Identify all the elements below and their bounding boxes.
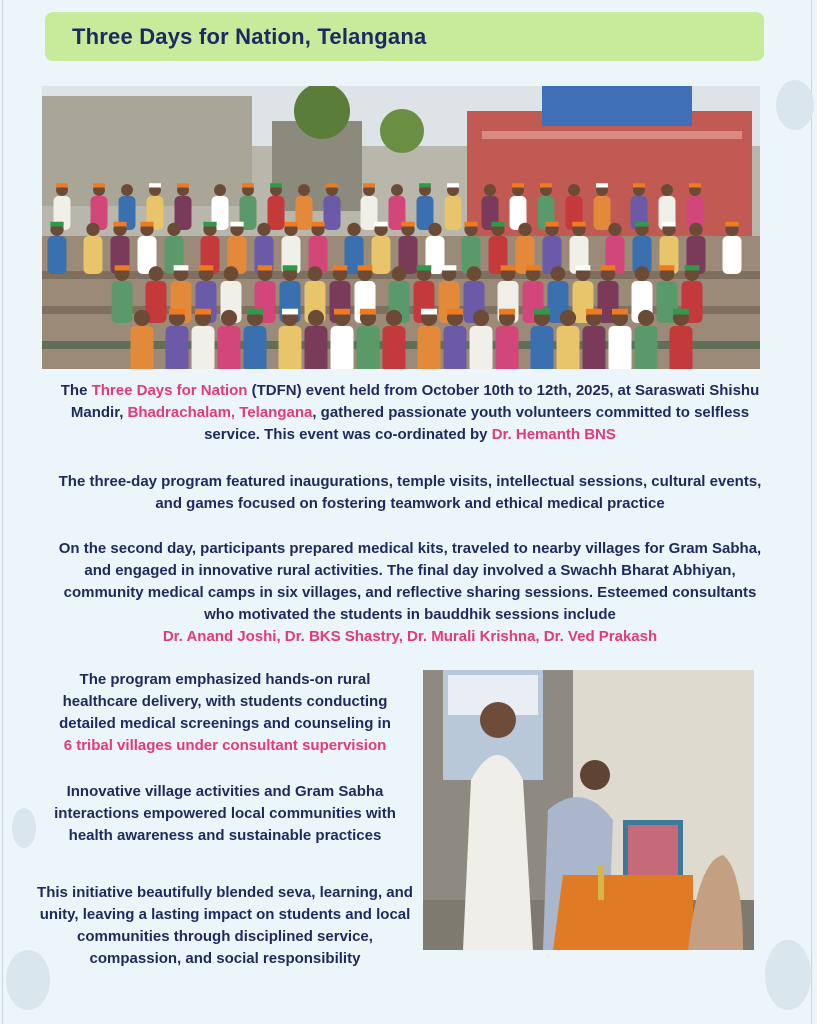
background-blob	[12, 808, 36, 848]
village-activities-paragraph: Innovative village activities and Gram Sabha interactions empowered local communities with health awareness and sustainable practices	[54, 783, 396, 844]
group-photo	[42, 86, 760, 369]
location-highlight: Bhadrachalam, Telangana	[127, 404, 313, 421]
page-title: Three Days for Nation, Telangana	[72, 23, 427, 49]
healthcare-paragraph	[40, 669, 410, 757]
left-frame-line	[2, 0, 3, 1024]
intro-text-2: (TDFN) event held from October 10th to 12th, 2025, at Saraswati Shishu Mandir,	[70, 382, 760, 421]
second-day-text: On the second day, participants prepared medical kits, traveled to nearby villages for Gram Sabha, and engaged in innovative rural activities. The final day involved a Swachh Bharat Abhiyan, community medical camps in six villages, and reflective sharing sessions. Esteemed consultants who motivated the students in bauddhik sessions include	[58, 540, 762, 623]
background-blob	[765, 940, 811, 1010]
program-paragraph: The three-day program featured inaugurations, temple visits, intellectual sessions, cultural events, and games focused on fostering teamwork and ethical medical practice	[58, 473, 762, 512]
background-blob	[776, 80, 814, 130]
event-name-highlight: Three Days for Nation	[91, 382, 248, 399]
ceremony-photo	[423, 670, 754, 950]
second-day-paragraph	[50, 538, 770, 648]
right-frame-line	[811, 0, 812, 1024]
intro-text-1: The	[60, 382, 92, 399]
healthcare-text: The program emphasized hands-on rural healthcare delivery, with students conducting detailed medical screenings and counseling in	[59, 671, 391, 732]
intro-paragraph	[60, 380, 760, 446]
title-bar	[45, 12, 764, 61]
intro-text-3: , gathered passionate youth volunteers committed to selfless service. This event was co-ordinated by	[204, 404, 750, 443]
initiative-paragraph: This initiative beautifully blended seva, learning, and unity, leaving a lasting impact on students and local communities through disciplined service, compassion, and social responsibility	[37, 884, 413, 967]
coordinator-highlight: Dr. Hemanth BNS	[491, 426, 616, 443]
tribal-villages-highlight: 6 tribal villages under consultant supervision	[63, 737, 387, 754]
consultants-highlight: Dr. Anand Joshi, Dr. BKS Shastry, Dr. Murali Krishna, Dr. Ved Prakash	[162, 628, 658, 645]
